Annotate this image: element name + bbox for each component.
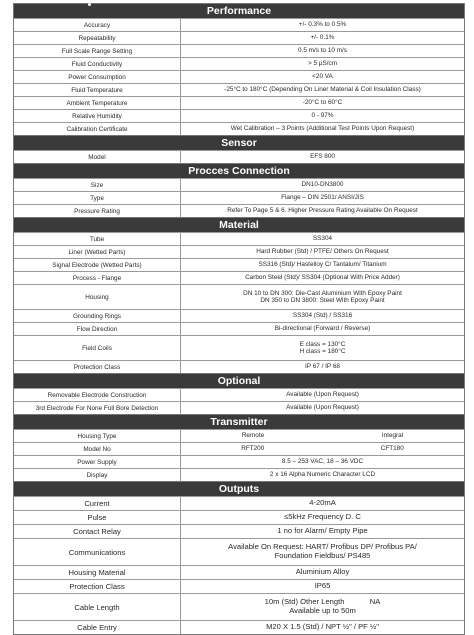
row-value: Available (Upon Request) <box>286 391 359 399</box>
row-label: Pressure Rating <box>14 205 181 217</box>
value-line: Foundation Fieldbus/ PS485 <box>274 551 371 560</box>
value-line: H class = 180°C <box>299 348 346 355</box>
table-row <box>14 593 464 620</box>
row-label: Flow Direction <box>14 323 181 335</box>
table-row <box>14 44 464 57</box>
integral-cell: CFT180 <box>380 445 404 453</box>
table-row <box>14 468 464 481</box>
row-value: IP 67 / IP 68 <box>305 363 340 371</box>
table-row <box>14 538 464 565</box>
table-row <box>14 83 464 96</box>
row-label: Protection Class <box>14 361 181 373</box>
row-label: 3rd Electrode For None Full Bore Detection <box>14 402 181 414</box>
row-value <box>181 285 464 309</box>
table-row <box>14 620 464 634</box>
row-label: Field Coils <box>14 336 181 360</box>
table-row <box>14 31 464 44</box>
table-row <box>14 232 464 245</box>
table-row <box>14 388 464 401</box>
row-label: Housing <box>14 285 181 309</box>
table-row <box>14 322 464 335</box>
row-label: Relative Humidity <box>14 110 181 122</box>
table-row <box>14 455 464 468</box>
row-value: Refer To Page 5 & 6. Higher Pressure Rating Available On Request <box>227 207 418 215</box>
row-value: SS316 (Std)/ Hastelloy C/ Tantalum/ Titanium <box>258 261 387 269</box>
table-row <box>14 284 464 309</box>
table-row <box>14 579 464 593</box>
row-label: Accuracy <box>14 19 181 31</box>
table-row <box>14 245 464 258</box>
row-value: ≤5kHz Frequency D. C <box>284 512 361 522</box>
row-label: Signal Electrode (Wetted Parts) <box>14 259 181 271</box>
row-label: Ambient Temperature <box>14 97 181 109</box>
row-label: Tube <box>14 233 181 245</box>
row-label: Power Consumption <box>14 71 181 83</box>
table-row <box>14 271 464 284</box>
row-label: Current <box>14 497 181 510</box>
row-label: Calibration Certificate <box>14 123 181 135</box>
row-label: Size <box>14 179 181 191</box>
row-value: +/- 0.3% to 0.5% <box>298 21 347 29</box>
row-value: -25°C to 180°C (Depending On Liner Material & Coil Insulation Class) <box>224 86 421 94</box>
row-value: <20 VA <box>312 73 333 81</box>
table-row <box>14 96 464 109</box>
value-line: Available up to 50m <box>289 606 356 615</box>
row-label: Protection Class <box>14 580 181 593</box>
integral-cell: Integral <box>381 432 404 440</box>
table-row <box>14 524 464 538</box>
table-row <box>14 204 464 217</box>
row-value: 2 x 16 Alpha Numeric Character LCD <box>269 471 376 479</box>
row-value: Available (Upon Request) <box>286 404 359 412</box>
table-row <box>14 429 464 442</box>
table-row <box>14 150 464 163</box>
row-label: Model <box>14 151 181 163</box>
table-row <box>14 442 464 455</box>
row-label: Housing Type <box>14 430 181 442</box>
row-value: IP65 <box>314 581 331 591</box>
row-label: Cable Length <box>14 594 181 620</box>
row-value: M20 X 1.5 (Std) / NPT ½" / PF ½" <box>266 622 379 632</box>
table-row <box>14 70 464 83</box>
table-row <box>14 360 464 373</box>
table-row <box>14 109 464 122</box>
table-row <box>14 57 464 70</box>
row-label: Repeatability <box>14 32 181 44</box>
row-label: Removable Electrode Construction <box>14 389 181 401</box>
row-value: 0.5 m/s to 10 m/s <box>297 47 347 55</box>
row-value: SS304 <box>312 235 333 243</box>
row-value: Flange – DIN 2501/ ANSI/JIS <box>281 194 364 202</box>
row-label: Process - Flange <box>14 272 181 284</box>
section-header-outputs: Outputs <box>14 481 464 496</box>
row-value: > 5 μS/cm <box>307 60 338 68</box>
remote-cell: RFT200 <box>241 445 265 453</box>
row-value: Hard Rubber (Std) / PTFE/ Others On Request <box>256 248 389 256</box>
row-value: Carbon Steel (Std)/ SS304 (Optional With Price Adder) <box>245 274 400 282</box>
section-header-process-connection: Procces Connection <box>14 163 464 178</box>
row-value: 8.5 – 253 VAC, 18 – 36 VDC <box>281 458 364 466</box>
row-value: Bi-directional (Forward / Reverse) <box>274 325 371 333</box>
row-value <box>181 539 464 565</box>
row-label: Type <box>14 192 181 204</box>
table-row <box>14 258 464 271</box>
section-header-sensor: Sensor <box>14 135 464 150</box>
row-value: 0 - 97% <box>311 112 334 120</box>
row-value: SS304 (Std) / SS316 <box>292 312 353 320</box>
row-label: Fluid Temperature <box>14 84 181 96</box>
section-header-performance: Performance <box>14 3 464 18</box>
row-label: Grounding Rings <box>14 310 181 322</box>
spec-sheet <box>13 3 465 635</box>
row-value <box>181 336 464 360</box>
value-line: E class = 130°C <box>299 340 346 348</box>
row-value: Aluminium Alloy <box>295 567 350 577</box>
row-label: Contact Relay <box>14 525 181 538</box>
value-line: DN 10 to DN 300: Die-Cast Aluminium With Epoxy Paint <box>243 289 402 297</box>
row-value <box>181 594 464 620</box>
row-label: Full Scale Range Setting <box>14 45 181 57</box>
row-label: Power Supply <box>14 456 181 468</box>
section-header-material: Material <box>14 217 464 232</box>
row-value: EFS 800 <box>310 153 335 161</box>
table-row <box>14 510 464 524</box>
row-value: -20°C to 60°C <box>302 99 343 107</box>
row-value: +/- 0.1% <box>310 34 335 42</box>
row-value: DN10-DN3800 <box>301 181 344 189</box>
value-line: Available On Request: HART/ Profibus DP/ Profibus PA/ <box>228 542 417 552</box>
row-value: Wet Calibration – 3 Points (Additional Test Points Upon Request) <box>230 125 415 133</box>
row-label: Cable Entry <box>14 621 181 634</box>
row-label: Communications <box>14 539 181 565</box>
value-line: 10m (Std) Other Length NA <box>264 597 381 607</box>
row-label: Fluid Conductivity <box>14 58 181 70</box>
row-value: 1 no for Alarm/ Empty Pipe <box>277 526 368 536</box>
table-row <box>14 565 464 579</box>
section-header-optional: Optional <box>14 373 464 388</box>
row-value <box>181 443 464 455</box>
row-label: Display <box>14 469 181 481</box>
table-row <box>14 191 464 204</box>
table-row <box>14 122 464 135</box>
remote-cell: Remote <box>241 432 265 440</box>
row-value: 4-20mA <box>309 498 336 508</box>
table-row <box>14 309 464 322</box>
row-label: Housing Material <box>14 566 181 579</box>
row-label: Model No <box>14 443 181 455</box>
section-header-transmitter: Transmitter <box>14 414 464 429</box>
decorative-dot <box>88 3 91 6</box>
table-row <box>14 18 464 31</box>
table-row <box>14 178 464 191</box>
row-label: Pulse <box>14 511 181 524</box>
row-value <box>181 430 464 442</box>
table-row <box>14 401 464 414</box>
row-label: Liner (Wetted Parts) <box>14 246 181 258</box>
table-row <box>14 335 464 360</box>
table-row <box>14 496 464 510</box>
value-line: DN 350 to DN 3800: Steel With Epoxy Paint <box>260 297 385 304</box>
